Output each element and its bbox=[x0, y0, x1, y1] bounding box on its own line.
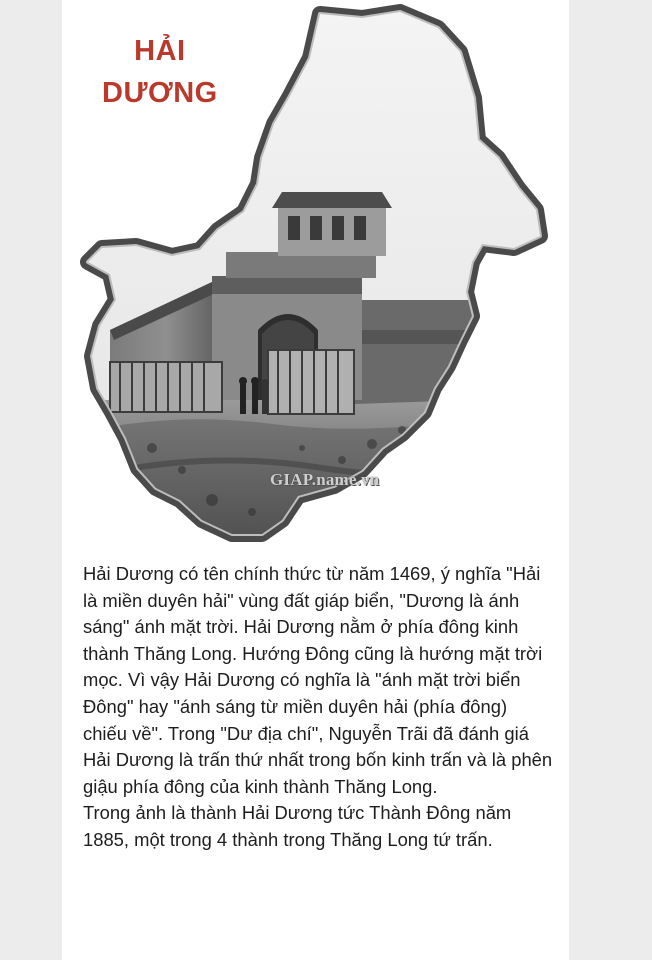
map-title bbox=[102, 30, 218, 114]
article-paragraph-2: Trong ảnh là thành Hải Dương tức Thành Đông năm 1885, một trong 4 thành trong Thăng Long tứ trấn. bbox=[83, 802, 512, 850]
article-paragraph-1: Hải Dương có tên chính thức từ năm 1469, ý nghĩa "Hải là miền duyên hải" vùng đất giáp biển, "Dương là ánh sáng" ánh mặt trời. Hải Dương nằm ở phía đông kinh thành Thăng Long. Hướng Đông cũng là hướng mặt trời mọc. Vì vậy Hải Dương có nghĩa là "ánh mặt trời biển Đông" hay "ánh sáng từ miền duyên hải (phía đông) chiếu về". Trong "Dư địa chí", Nguyễn Trãi đã đánh giá Hải Dương là trấn thứ nhất trong bốn kinh trấn và là phên giậu phía đông của kinh thành Thăng Long. bbox=[83, 563, 553, 797]
watermark: GIAP.name.vn bbox=[270, 470, 380, 489]
province-map-figure bbox=[62, 0, 569, 555]
map-title-line-1: HẢI bbox=[134, 35, 186, 67]
article-text bbox=[83, 561, 553, 854]
map-title-line-2: DƯƠNG bbox=[102, 77, 218, 109]
post-card bbox=[62, 0, 569, 960]
